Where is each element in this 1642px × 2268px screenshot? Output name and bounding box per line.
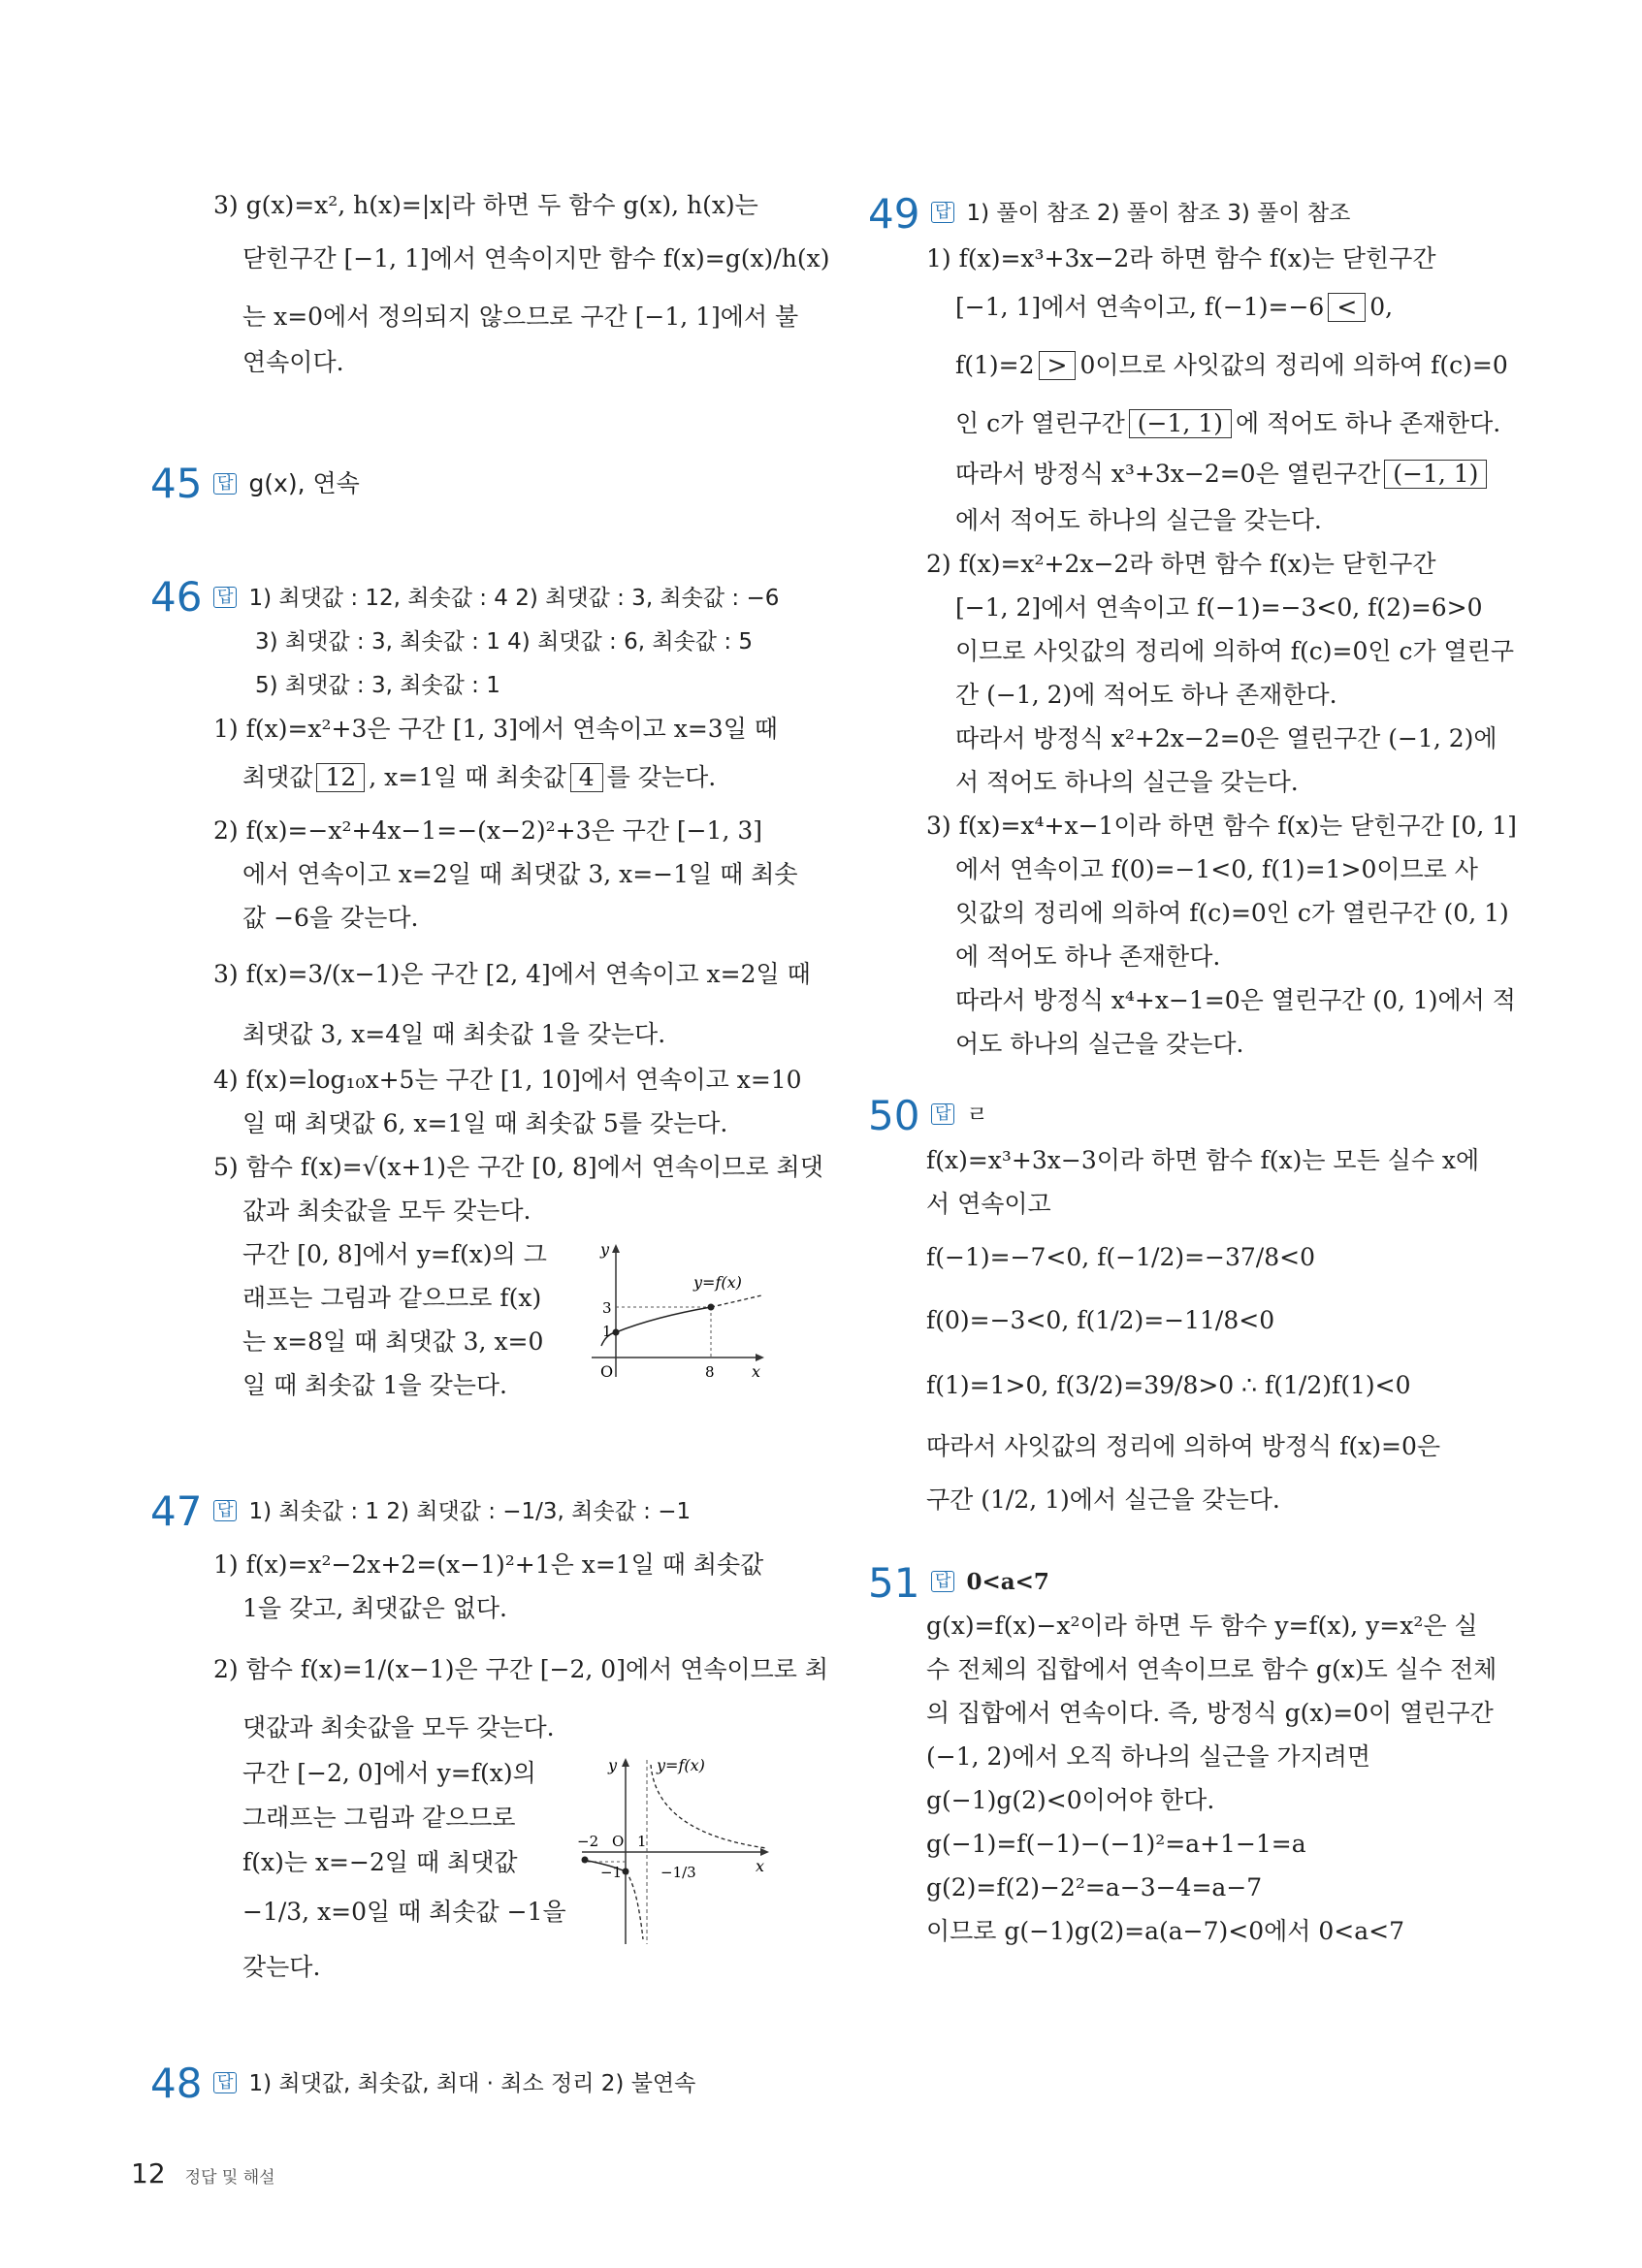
tick-y1: 1 (602, 1323, 612, 1340)
tick-1: 1 (637, 1833, 647, 1850)
p49-sol1-line-2 (955, 291, 1393, 324)
answer-text: ㄹ (966, 1102, 988, 1128)
page-number: 12 (131, 2157, 166, 2189)
p46-sol5-line-4: 래프는 그림과 같으므로 f(x) (242, 1284, 542, 1312)
p47-sol2-line-6: −1/3, x=0일 때 최솟값 −1을 (242, 1898, 566, 1926)
p47-graph (577, 1755, 771, 1949)
tick-minus-one-third: −1/3 (660, 1864, 696, 1881)
p49-sol3-line-6: 어도 하나의 실근을 갖는다. (955, 1030, 1244, 1058)
text: 에 적어도 하나 존재한다. (1235, 409, 1501, 437)
curve-right-branch (651, 1765, 766, 1848)
p46-sol2-line-1: 2) f(x)=−x²+4x−1=−(x−2)²+3은 구간 [−1, 3] (213, 816, 763, 845)
boxed-answer: 4 (570, 763, 603, 792)
tick-y3: 3 (602, 1299, 612, 1317)
p47-sol2-line-1: 2) 함수 f(x)=1/(x−1)은 구간 [−2, 0]에서 연속이므로 최 (213, 1655, 829, 1683)
x-axis-label: x (752, 1362, 761, 1381)
y-axis-arrow (612, 1244, 620, 1253)
p46-sol3-line-1: 3) f(x)=3/(x−1)은 구간 [2, 4]에서 연속이고 x=2일 때 (213, 960, 811, 988)
p49-sol1-line-5 (955, 458, 1491, 491)
p49-sol1-line-3 (955, 349, 1508, 382)
problem-51-answer-line (931, 1566, 1049, 1599)
answer-badge: 답 (213, 473, 237, 495)
text: 0이므로 사잇값의 정리에 의하여 f(c)=0 (1079, 351, 1508, 379)
curve-label: y=f(x) (693, 1273, 742, 1292)
max-point (582, 1857, 589, 1864)
answer-text: 1) 최솟값 : 1 2) 최댓값 : −1/3, 최솟값 : −1 (248, 1499, 692, 1524)
problem-48-answer-line (213, 2067, 695, 2100)
answer-text: 1) 최댓값 : 12, 최솟값 : 4 2) 최댓값 : 3, 최솟값 : −6 (248, 586, 780, 611)
min-point (623, 1869, 629, 1875)
answer-badge: 답 (931, 1103, 954, 1125)
p49-sol3-line-3: 잇값의 정리에 의하여 f(c)=0인 c가 열린구간 (0, 1) (955, 899, 1509, 927)
p46-sol4-line-2: 일 때 최댓값 6, x=1일 때 최솟값 5를 갖는다. (242, 1109, 728, 1137)
p49-sol3-line-5: 따라서 방정식 x⁴+x−1=0은 열린구간 (0, 1)에서 적 (955, 986, 1516, 1014)
problem-50-answer-line (931, 1099, 988, 1132)
p50-line-2: 서 연속이고 (926, 1190, 1051, 1218)
p50-line-5: f(1)=1>0, f(3/2)=39/8>0 ∴ f(1/2)f(1)<0 (926, 1371, 1411, 1399)
boxed-answer: 12 (316, 763, 365, 792)
p49-sol1-line-6: 에서 적어도 하나의 실근을 갖는다. (955, 506, 1322, 534)
p51-line-6: g(−1)=f(−1)−(−1)²=a+1−1=a (926, 1830, 1306, 1858)
p49-sol1-line-4 (955, 407, 1500, 440)
p51-line-2: 수 전체의 집합에서 연속이므로 함수 g(x)도 실수 전체 (926, 1655, 1497, 1683)
p49-sol3-line-4: 에 적어도 하나 존재한다. (955, 942, 1221, 971)
x-axis-arrow (760, 1848, 769, 1856)
p46-sol5-line-5: 는 x=8일 때 최댓값 3, x=0 (242, 1327, 544, 1356)
problem-49-answer-line (931, 197, 1350, 230)
p46-sol4-line-1: 4) f(x)=log₁₀x+5는 구간 [1, 10]에서 연속이고 x=10 (213, 1066, 802, 1094)
answer-text: 1) 풀이 참조 2) 풀이 참조 3) 풀이 참조 (966, 201, 1351, 226)
curve-label: y=f(x) (657, 1756, 705, 1774)
y-axis-label: y (600, 1241, 610, 1259)
boxed-answer: (−1, 1) (1129, 409, 1232, 438)
text: 인 c가 열린구간 (955, 409, 1125, 437)
p49-sol3-line-2: 에서 연속이고 f(0)=−1<0, f(1)=1>0이므로 사 (955, 855, 1478, 883)
p47-sol1-line-2: 1을 갖고, 최댓값은 없다. (242, 1594, 507, 1622)
p46-sol3-line-2: 최댓값 3, x=4일 때 최솟값 1을 갖는다. (242, 1020, 666, 1048)
p47-sol2-line-5: f(x)는 x=−2일 때 최댓값 (242, 1848, 518, 1876)
p51-line-8: 이므로 g(−1)g(2)=a(a−7)<0에서 0<a<7 (926, 1917, 1405, 1945)
p51-line-1: g(x)=f(x)−x²이라 하면 두 함수 y=f(x), y=x²은 실 (926, 1612, 1478, 1640)
p51-line-4: (−1, 2)에서 오직 하나의 실근을 가지려면 (926, 1742, 1371, 1771)
p46-sol5-line-2: 값과 최솟값을 모두 갖는다. (242, 1197, 531, 1225)
p46-sol5-line-3: 구간 [0, 8]에서 y=f(x)의 그 (242, 1240, 547, 1268)
tick-minus2: −2 (577, 1833, 599, 1850)
p51-line-3: 의 집합에서 연속이다. 즉, 방정식 g(x)=0이 열린구간 (926, 1699, 1494, 1727)
p50-line-4: f(0)=−3<0, f(1/2)=−11/8<0 (926, 1306, 1275, 1334)
p50-line-7: 구간 (1/2, 1)에서 실근을 갖는다. (926, 1485, 1280, 1514)
p46-graph (587, 1241, 766, 1387)
boxed-answer: < (1328, 293, 1366, 322)
tick-x8: 8 (705, 1363, 715, 1381)
answer-badge: 답 (931, 202, 954, 223)
p47-sol2-line-2: 댓값과 최솟값을 모두 갖는다. (242, 1713, 555, 1741)
p46-sol5-line-6: 일 때 최솟값 1을 갖는다. (242, 1371, 507, 1399)
text: 0, (1369, 293, 1394, 321)
p49-sol2-line-6: 서 적어도 하나의 실근을 갖는다. (955, 768, 1299, 796)
p44-line-2: 닫힌구간 [−1, 1]에서 연속이지만 함수 f(x)=g(x)/h(x) (242, 244, 830, 272)
p46-sol1-line-1: 1) f(x)=x²+3은 구간 [1, 3]에서 연속이고 x=3일 때 (213, 715, 778, 743)
text: , x=1일 때 최솟값 (369, 763, 566, 791)
problem-45-number: 45 (150, 460, 203, 507)
problem-46-answer-2: 3) 최댓값 : 3, 최솟값 : 1 4) 최댓값 : 6, 최솟값 : 5 (255, 629, 754, 655)
x-axis-label: x (756, 1857, 765, 1875)
min-point (613, 1329, 620, 1336)
answer-badge: 답 (213, 1500, 237, 1521)
answer-badge: 답 (931, 1571, 954, 1592)
problem-48-number: 48 (150, 2060, 203, 2107)
p44-line-4: 연속이다. (242, 348, 344, 376)
p46-sol5-line-1: 5) 함수 f(x)=√(x+1)은 구간 [0, 8]에서 연속이므로 최댓 (213, 1153, 823, 1181)
p49-sol3-line-1: 3) f(x)=x⁴+x−1이라 하면 함수 f(x)는 닫힌구간 [0, 1] (926, 812, 1517, 840)
answer-badge: 답 (213, 2072, 237, 2093)
p51-line-7: g(2)=f(2)−2²=a−3−4=a−7 (926, 1873, 1263, 1901)
p49-sol2-line-4: 간 (−1, 2)에 적어도 하나 존재한다. (955, 681, 1337, 709)
max-point (708, 1304, 715, 1311)
x-axis-arrow (756, 1354, 764, 1361)
problem-46-number: 46 (150, 573, 203, 621)
footer-label: 정답 및 해설 (184, 2168, 275, 2188)
tick-minus1: −1 (600, 1864, 623, 1881)
p46-sol2-line-3: 값 −6을 갖는다. (242, 904, 419, 932)
y-axis-label: y (608, 1756, 618, 1774)
problem-47-number: 47 (150, 1487, 203, 1535)
boxed-answer: > (1039, 351, 1077, 380)
problem-46-answer-1 (213, 582, 779, 615)
p49-sol2-line-5: 따라서 방정식 x²+2x−2=0은 열린구간 (−1, 2)에 (955, 724, 1497, 752)
answer-text: 0<a<7 (966, 1569, 1049, 1595)
text: 를 갖는다. (606, 763, 717, 791)
problem-47-answer-line (213, 1495, 691, 1528)
p46-sol1-line-2 (242, 761, 716, 794)
p50-line-6: 따라서 사잇값의 정리에 의하여 방정식 f(x)=0은 (926, 1432, 1440, 1460)
sqrt-curve (601, 1307, 711, 1346)
text: [−1, 1]에서 연속이고, f(−1)=−6 (955, 293, 1325, 321)
origin-label: O (600, 1362, 614, 1381)
p47-sol2-line-4: 그래프는 그림과 같으므로 (242, 1804, 516, 1832)
p49-sol2-line-3: 이므로 사잇값의 정리에 의하여 f(c)=0인 c가 열린구 (955, 637, 1514, 665)
p50-line-3: f(−1)=−7<0, f(−1/2)=−37/8<0 (926, 1243, 1315, 1271)
problem-45-answer: g(x), 연속 (248, 469, 360, 497)
p49-sol1-line-1: 1) f(x)=x³+3x−2라 하면 함수 f(x)는 닫힌구간 (926, 244, 1436, 272)
text: f(1)=2 (955, 351, 1035, 379)
problem-45-answer-line (213, 467, 360, 500)
p49-sol2-line-1: 2) f(x)=x²+2x−2라 하면 함수 f(x)는 닫힌구간 (926, 550, 1436, 578)
p44-line-3: 는 x=0에서 정의되지 않으므로 구간 [−1, 1]에서 불 (242, 303, 799, 331)
problem-50-number: 50 (868, 1092, 920, 1139)
origin-label: O (612, 1833, 625, 1850)
problem-49-number: 49 (868, 190, 920, 238)
problem-51-number: 51 (868, 1559, 920, 1607)
page-footer (131, 2157, 275, 2189)
p46-sol2-line-2: 에서 연속이고 x=2일 때 최댓값 3, x=−1일 때 최솟 (242, 860, 798, 888)
answer-text: 1) 최댓값, 최솟값, 최대 · 최소 정리 2) 불연속 (248, 2071, 696, 2096)
answer-badge: 답 (213, 587, 237, 608)
sqrt-curve-extension (711, 1295, 761, 1307)
p51-line-5: g(−1)g(2)<0이어야 한다. (926, 1786, 1215, 1814)
problem-46-answer-3: 5) 최댓값 : 3, 최솟값 : 1 (255, 673, 500, 698)
p47-sol2-line-7: 갖는다. (242, 1953, 321, 1981)
text: 따라서 방정식 x³+3x−2=0은 열린구간 (955, 460, 1381, 488)
text: 최댓값 (242, 763, 313, 791)
y-axis-arrow (622, 1758, 629, 1767)
boxed-answer: (−1, 1) (1384, 460, 1487, 489)
p50-line-1: f(x)=x³+3x−3이라 하면 함수 f(x)는 모든 실수 x에 (926, 1146, 1480, 1174)
curve-left-extension (626, 1871, 643, 1939)
p47-sol1-line-1: 1) f(x)=x²−2x+2=(x−1)²+1은 x=1일 때 최솟값 (213, 1550, 764, 1579)
p47-sol2-line-3: 구간 [−2, 0]에서 y=f(x)의 (242, 1759, 536, 1787)
p49-sol2-line-2: [−1, 2]에서 연속이고 f(−1)=−3<0, f(2)=6>0 (955, 593, 1483, 622)
p44-line-1: 3) g(x)=x², h(x)=|x|라 하면 두 함수 g(x), h(x)는 (213, 191, 758, 219)
